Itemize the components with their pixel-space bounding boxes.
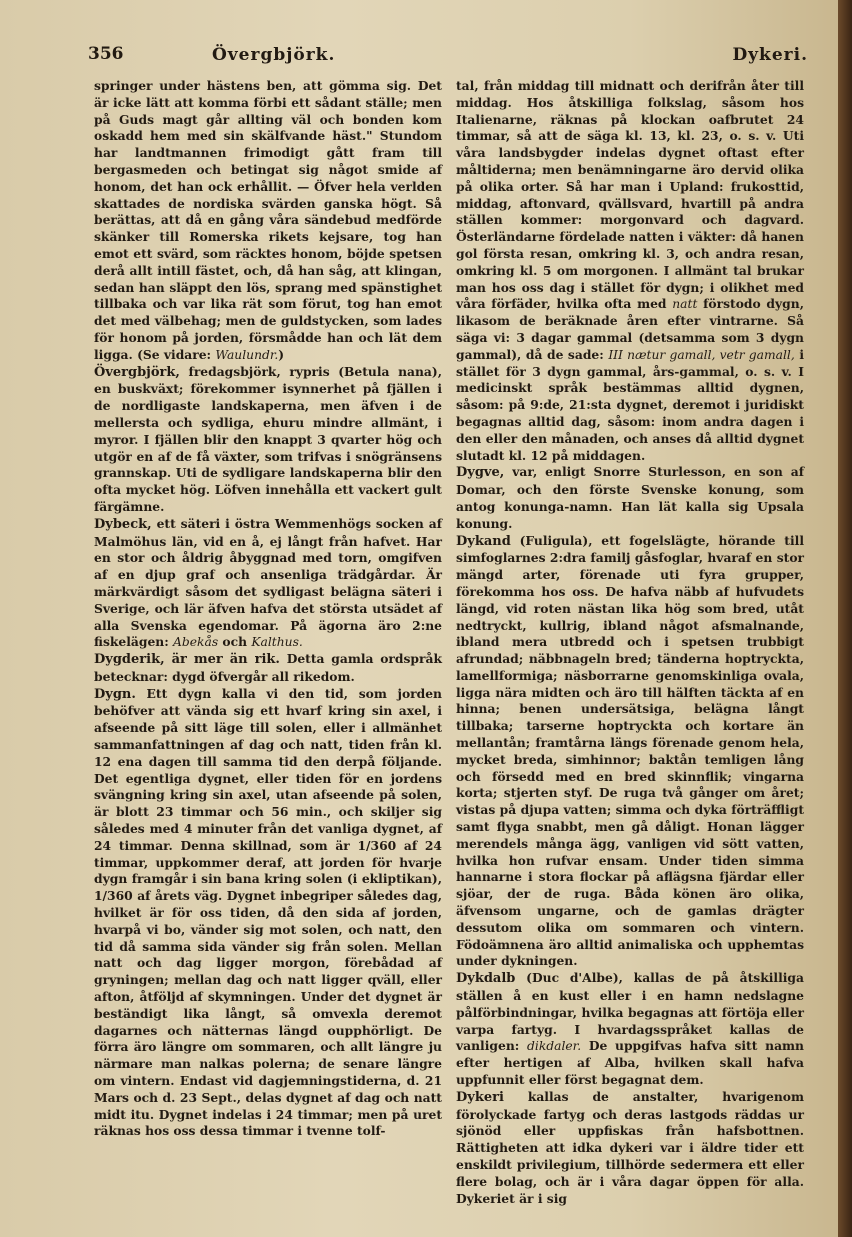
left-running-head: Övergbjörk.	[212, 45, 336, 65]
book-spine-edge	[838, 0, 852, 1237]
headword: Dygve,	[456, 465, 505, 481]
entry-paragraph: tal, från middag till midnatt och derifrån åter till middag. Hos åtskilliga folkslag, såsom hos Italienarne, räknas på klockan oafbrutet 24 timmar, så att de säga kl. 13, kl. 23, o. s. v. Uti våra landsbygder indelas dygnet oftast efter måltiderna; men benämningarne äro dervid olika på olika orter. Så har man i Upland: frukosttid, middag, aftonvard, qvällsvard, hvartill på andra ställen kommer: morgonvard och dagvard. Österländarne fördelade natten i väkter: då hanen gol första resan, omkring kl. 3, och andra resan, omkring kl. 5 om morgonen. I allmänt tal brukar man hos oss dag i stället för dygn; i olikhet med våra förfäder, hvilka ofta med natt förstodo dygn, likasom de beräknade åren efter vintrarne. Så säga vi: 3 dagar gammal (detsamma som 3 dygn gammal), då de sade: III nætur gamall, vetr gamall, i stället för 3 dygn gammal, års-gammal, o. s. v. I medicinskt språk bestämmas alltid dygnen, såsom: på 9:de, 21:sta dygnet, deremot i juridiskt begagnas alltid dag, såsom: inom andra dagen i den eller den månaden, och anses då alltid dygnet slutadt kl. 12 på middagen.	[456, 78, 804, 463]
headword: Dygn.	[94, 686, 136, 702]
headword: Övergbjörk,	[94, 364, 180, 380]
headword: Dybeck,	[94, 516, 152, 532]
entry-paragraph: Dygderik, är mer än rik. Detta gamla ordspråk betecknar: dygd öfvergår all rikedom.	[94, 651, 442, 684]
entry-paragraph: Dykeri kallas de anstalter, hvarigenom förolyckade fartyg och deras lastgods räddas ur sjönöd eller uppfiskas från hafsbottnen. Rättigheten att idka dykeri var i äldre tider ett enskildt privilegium, tillhörde sedermera ett eller flere bolag, och är i våra dagar öppen för alla. Dykeriet är i sig	[456, 1088, 804, 1206]
entry-paragraph: Dygve, var, enligt Snorre Sturlesson, en son af Domar, och den förste Svenske konung, som antog konunga-namn. Han lät kalla sig Upsala konung.	[456, 464, 804, 531]
headword: Dykdalb	[456, 971, 516, 987]
right-running-head: Dykeri.	[732, 45, 808, 65]
entry-paragraph: Övergbjörk, fredagsbjörk, rypris (Betula nana), en buskväxt; förekommer isynnerhet på fjällen i de nordligaste landskaperna, men äfven i de mellersta och sydliga, ehuru mindre allmänt, i myror. I fjällen blir den knappt 3 qvarter hög och utgör en af de få växter, som trifvas i snögränsens grannskap. Uti de sydligare landskaperna blir den ofta mycket hög. Löfven innehålla ett vackert gult färgämne.	[94, 363, 442, 514]
left-column	[94, 78, 442, 1140]
entry-paragraph: Dykand (Fuligula), ett fogelslägte, hörande till simfoglarnes 2:dra familj gåsfoglar, hvaraf en stor mängd arter, förenade uti fyra grupper, förekomma hos oss. De hafva näbb af hufvudets längd, vid roten nästan lika hög som bred, utåt nedtryckt, kullrig, ibland något afsmalnande, ibland mera utbredd och i spetsen trubbigt afrundad; näbbnageln bred; tänderna hoptryckta, lamellformiga; näsborrarne genomskinliga ovala, ligga nära midten och äro till hälften täckta af en hinna; benen undersätsiga, belägna långt tillbaka; tarserne hoptryckta och kortare än mellantån; framtårna längs förenade genom hela, mycket breda, simhinnor; baktån temligen lång och försedd med en bred skinnflik; vingarna korta; stjerten styf. De ruga två gånger om året; vistas på djupa vatten; simma och dyka förträffligt samt flyga snabbt, men gå dåligt. Honan lägger merendels många ägg, vanligen vid sött vatten, hvilka hon rufvar ensam. Under tiden simma hannarne i stora flockar på aflägsna fjärdar eller sjöar, der de ruga. Båda könen äro olika, äfvensom ungarne, och de gamlas drägter dessutom olika om sommaren och vintern. Födoämnena äro alltid animaliska och upphemtas under dykningen.	[456, 532, 804, 969]
headword: Dykand	[456, 533, 511, 549]
headword: Dygderik, är mer än rik.	[94, 652, 280, 668]
entry-paragraph: Dykdalb (Duc d'Albe), kallas de på åtskilliga ställen å en kust eller i en hamn nedslagne pålförbindningar, hvilka begagnas att förtöja eller varpa fartyg. I hvardagsspråket kallas de vanligen: dikdaler. De uppgifvas hafva sitt namn efter hertigen af Alba, hvilken skall hafva uppfunnit eller först begagnat dem.	[456, 970, 804, 1088]
running-header	[88, 44, 808, 72]
headword: Dykeri	[456, 1089, 504, 1105]
page-number: 356	[88, 44, 124, 64]
entry-paragraph: Dybeck, ett säteri i östra Wemmenhögs socken af Malmöhus län, vid en å, ej långt från hafvet. Har en stor och åldrig åbyggnad med torn, omgifven af en djup graf och ansenliga trädgårdar. Är märkvärdigt såsom det sydligast belägna säteri i Sverige, och lär äfven hafva det största utsädet af alla Svenska egendomar. På ägorna äro 2:ne fiskelägen: Abekås och Kalthus.	[94, 515, 442, 650]
right-column	[456, 78, 804, 1207]
entry-paragraph: Dygn. Ett dygn kalla vi den tid, som jorden behöfver att vända sig ett hvarf kring sin axel, i afseende på sitt läge till solen, eller i allmänhet sammanfattningen af dag och natt, tiden från kl. 12 ena dagen till samma tid den derpå följande. Det egentliga dygnet, eller tiden för en jordens svängning kring sin axel, utan afseende på solen, är blott 23 timmar och 56 min., och skiljer sig således med 4 minuter från det vanliga dygnet, af 24 timmar. Denna skillnad, som är 1/360 af 24 timmar, uppkommer deraf, att jorden för hvarje dygn framgår i sin bana kring solen (i ekliptikan), 1/360 af årets väg. Dygnet inbegriper således dag, hvilket är för oss tiden, då den sida af jorden, hvarpå vi bo, vänder sig mot solen, och natt, den tid då samma sida vänder sig från solen. Mellan natt och dag ligger morgon, förebådad af gryningen; mellan dag och natt ligger qväll, eller afton, åtföljd af skymningen. Under det dygnet är beständigt lika långt, så omvexla deremot dagarnes och nätternas längd oupphörligt. De förra äro längre om sommaren, och allt längre ju närmare man nalkas polerna; de senare längre om vintern. Endast vid dagjemningstiderna, d. 21 Mars och d. 23 Sept., delas dygnet af dag och natt midt itu. Dygnet indelas i 24 timmar; men på uret räknas hos oss dessa timmar i tvenne tolf-	[94, 685, 442, 1139]
entry-paragraph: springer under hästens ben, att gömma sig. Det är icke lätt att komma förbi ett sådant ställe; men på Guds magt går allting väl och bonden kom oskadd hem med sin skälfvande häst." Stundom har landtmannen frimodigt gått fram till bergasmeden och betingat sig något smide af honom, det han ock erhållit. — Öfver hela verlden skattades de nordiska svärden ganska högt. Så berättas, att då en gång våra sändebud medförde skänker till Romerska rikets kejsare, tog han emot ett svärd, som räcktes honom, böjde spetsen derå allt intill fästet, och, då han såg, att klingan, sedan han släppt den lös, sprang med spänstighet tillbaka och var lika rät som förut, tog han emot det med välbehag; men de guldstycken, som lades för honom på jorden, försmådde han och lät dem ligga. (Se vidare: Waulundr.)	[94, 78, 442, 362]
